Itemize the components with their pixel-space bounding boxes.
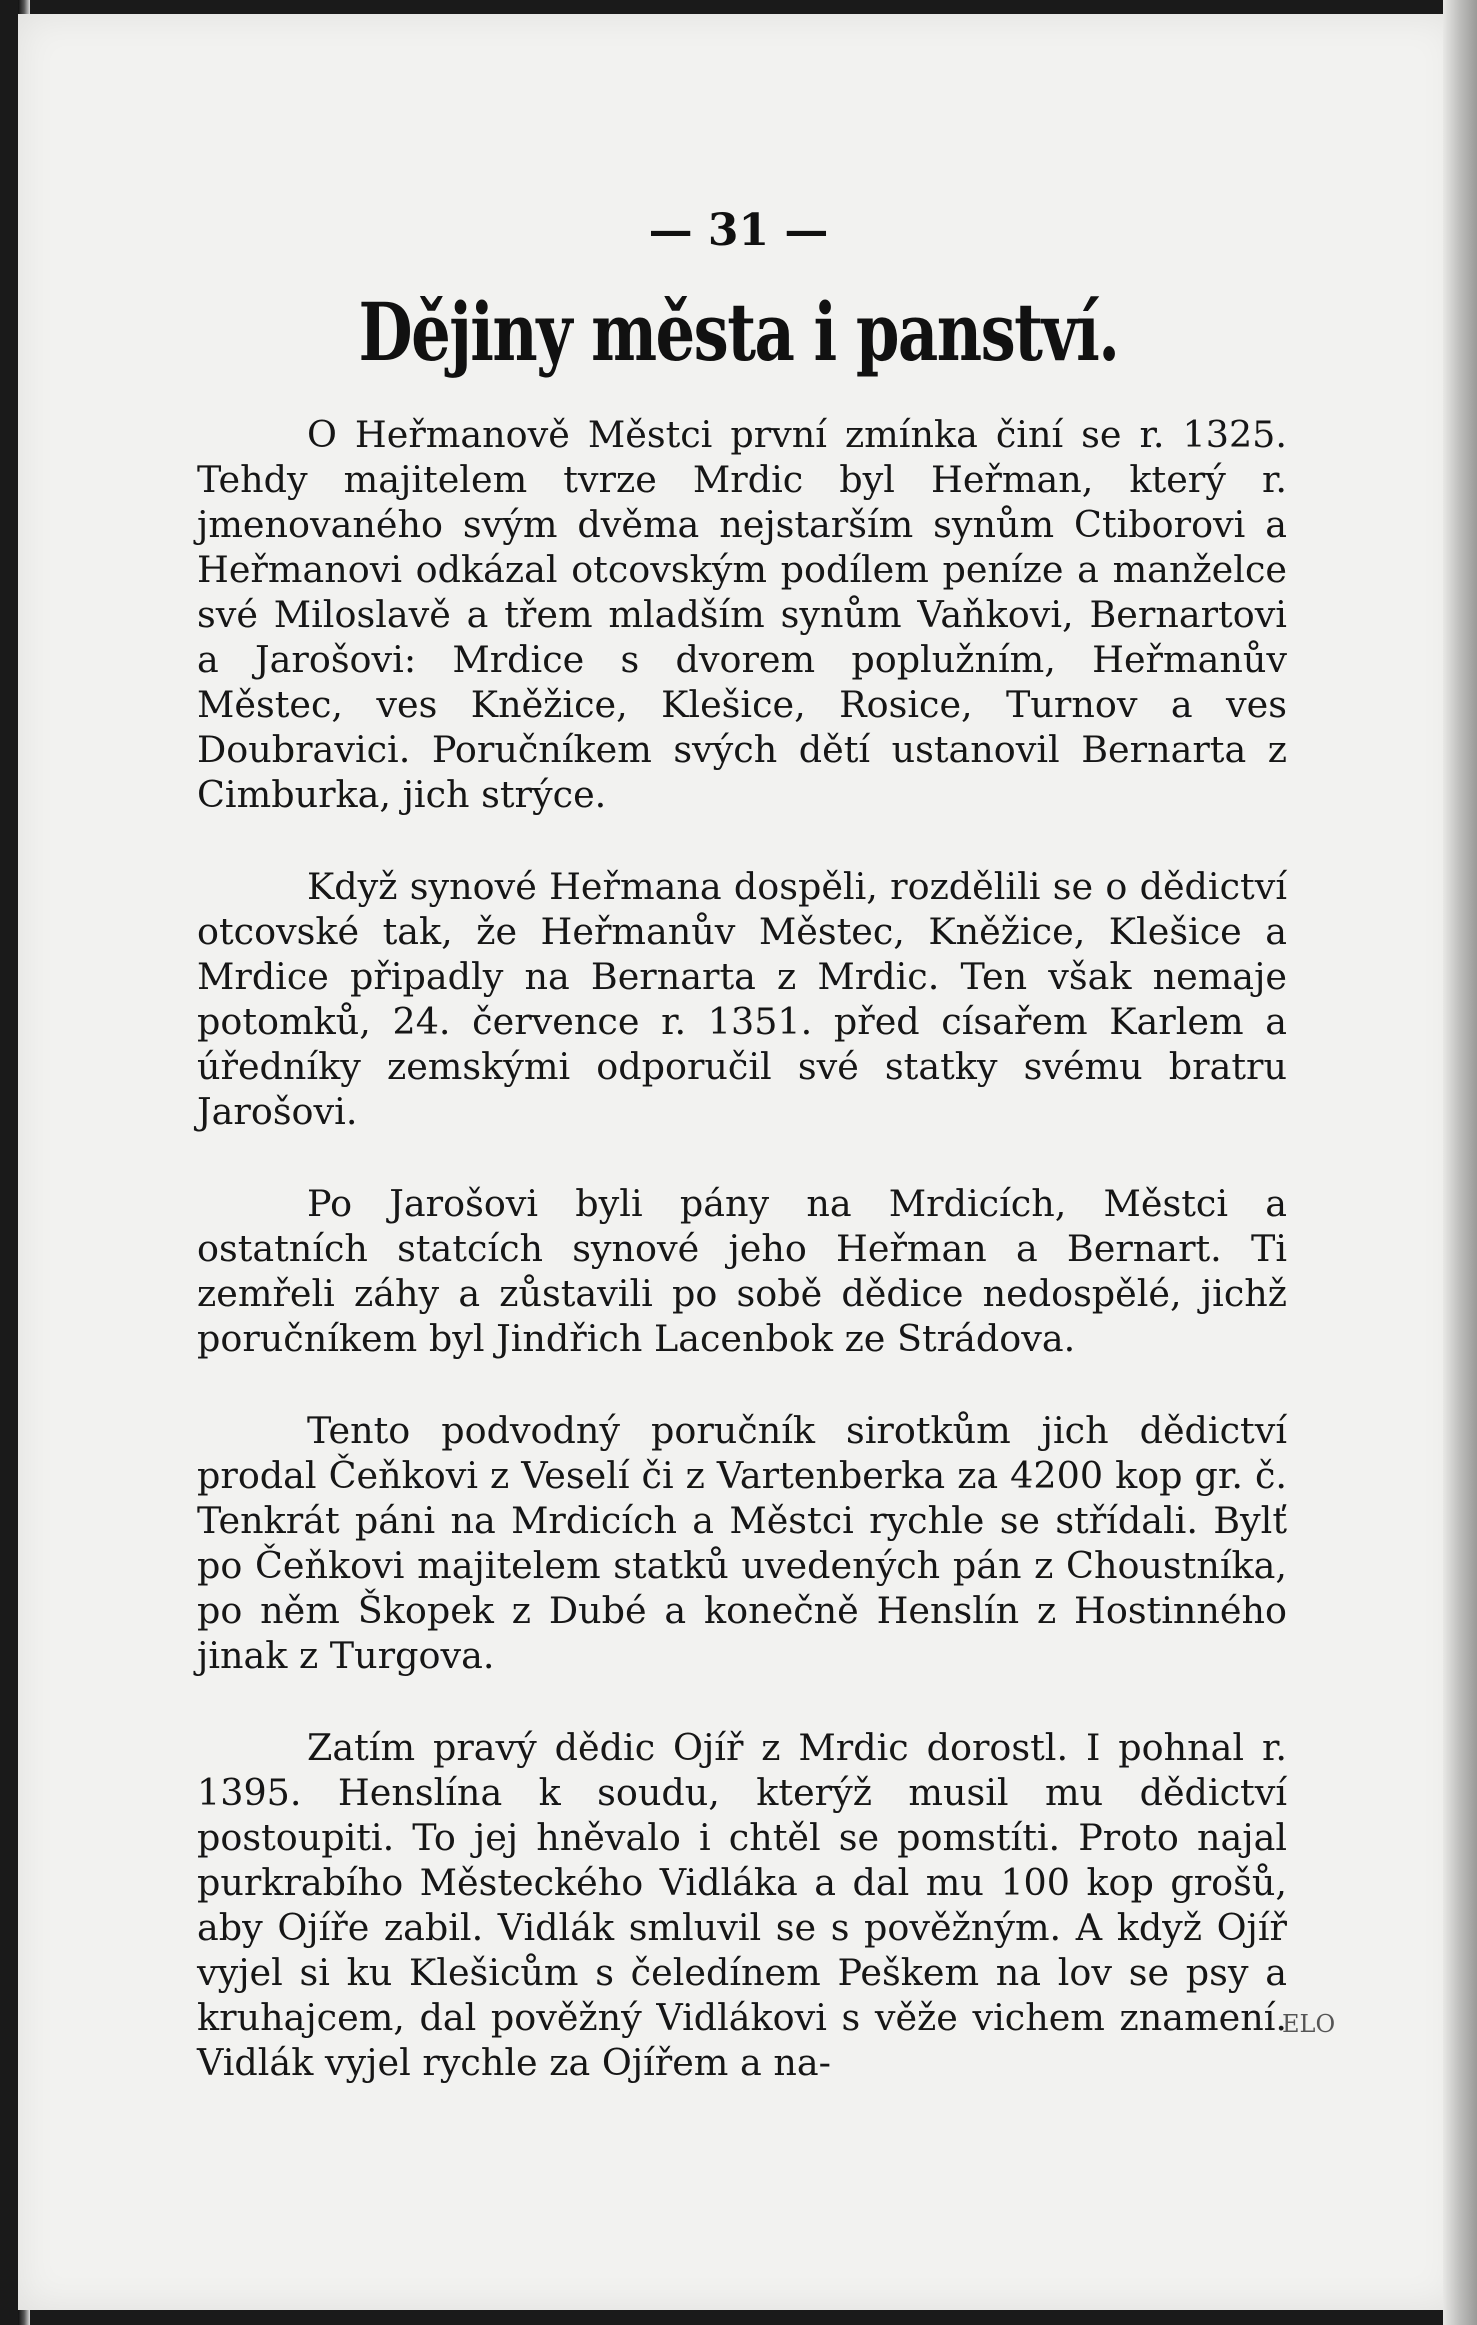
paragraph-3: Po Jarošovi byli pány na Mrdicích, Městci a ostatních statcích synové jeho Heřman a Bernart. Ti zemřeli záhy a zůstavili po sobě dědice nedospělé, jichž poručníkem byl Jindřich Lacenbok ze Strádova.	[197, 1182, 1287, 1360]
chapter-title: Dějiny města i panství.	[358, 285, 1119, 379]
margin-note: ELO	[1282, 2010, 1336, 2038]
page-number: — 31 —	[648, 205, 829, 256]
paragraph-1: O Heřmanově Městci první zmínka činí se r. 1325. Tehdy majitelem tvrze Mrdic byl Heřman, který r. jmenovaného svým dvěma nejstarším synům Ctiborovi a Heřmanovi odkázal otcovským podílem peníze a manželce své Miloslavě a třem mladším synům Vaňkovi, Bernartovi a Jarošovi: Mrdice s dvorem poplužním, Heřmanův Městec, ves Kněžice, Klešice, Rosice, Turnov a ves Doubravici. Poručníkem svých dětí ustanovil Bernarta z Cimburka, jich strýce.	[197, 413, 1287, 816]
paragraph-4: Tento podvodný poručník sirotkům jich dědictví prodal Čeňkovi z Veselí či z Vartenberka za 4200 kop gr. č. Tenkrát páni na Mrdicích a Městci rychle se střídali. Bylť po Čeňkovi majitelem statků uvedených pán z Choustníka, po něm Škopek z Dubé a konečně Henslín z Hostinného jinak z Turgova.	[197, 1409, 1287, 1677]
paragraph-5: Zatím pravý dědic Ojíř z Mrdic dorostl. I pohnal r. 1395. Henslína k soudu, kterýž musil mu dědictví postoupiti. To jej hněvalo i chtěl se pomstíti. Proto najal purkrabího Městeckého Vidláka a dal mu 100 kop grošů, aby Ojíře zabil. Vidlák smluvil se s pověžným. A když Ojíř vyjel si ku Klešicům s čeledínem Peškem na lov se psy a kruhajcem, dal pověžný Vidlákovi s věže vichem znamení. Vidlák vyjel rychle za Ojířem a na-	[197, 1726, 1287, 2084]
chapter-body	[197, 412, 1287, 2085]
page-edge-shadow	[1443, 0, 1477, 2325]
paragraph-2: Když synové Heřmana dospěli, rozdělili se o dědictví otcovské tak, že Heřmanův Městec, Kněžice, Klešice a Mrdice připadly na Bernarta z Mrdic. Ten však nemaje potomků, 24. července r. 1351. před císařem Karlem a úředníky zemskými odporučil své statky svému bratru Jarošovi.	[197, 865, 1287, 1133]
